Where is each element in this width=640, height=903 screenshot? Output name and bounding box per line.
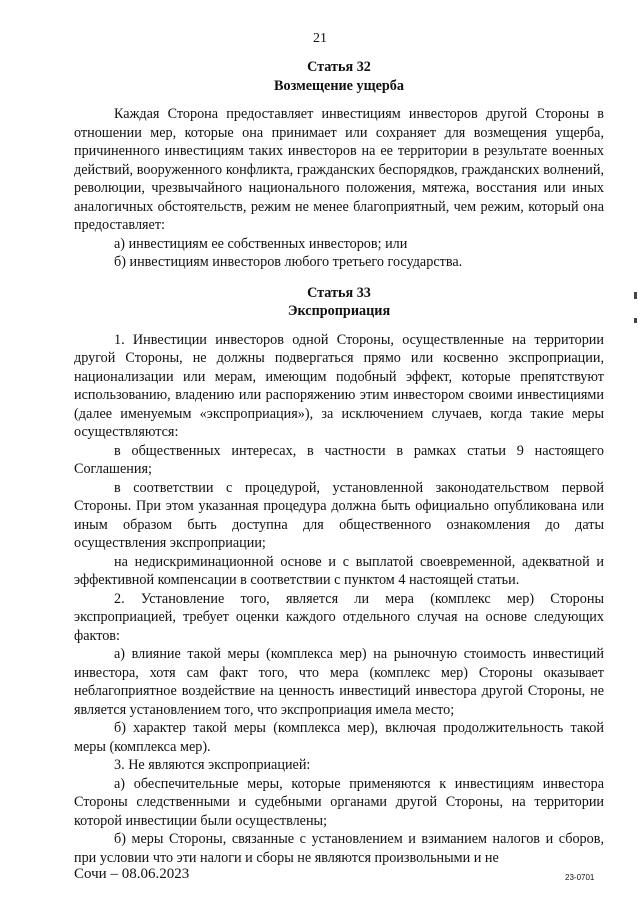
article-32-number: Статья 32	[307, 59, 371, 75]
article-32-paragraph: Каждая Сторона предоставляет инвестициям инвесторов другой Стороны в отношении мер, которые она принимает или сохраняет для возмещения ущерба, причиненного инвестициям таких инвесторов на ее территории в результате военных действий, вооруженного конфликта, гражданских беспорядков, гражданских волнений, революции, чрезвычайного национального положения, мятежа, восстания или иных аналогичных обстоятельств, режим не менее благоприятный, чем режим, который она предоставляет:	[74, 106, 604, 233]
scan-edge-mark	[634, 318, 637, 323]
document-body	[74, 58, 604, 867]
article-32-paragraph: б) инвестициям инвесторов любого третьего государства.	[114, 254, 463, 270]
article-33-paragraph: 2. Установление того, является ли мера (комплекс мер) Стороны экспроприацией, требует оценки каждого отдельного случая на основе следующих фактов:	[74, 590, 604, 644]
article-33-paragraph: а) влияние такой меры (комплекса мер) на рыночную стоимость инвестиций инвестора, хотя сам факт того, что мера (комплекс мер) Стороны оказывает неблагоприятное воздействие на ценность инвестиций инвестора другой Стороны, не является установлением того, что экспроприация имела место;	[74, 646, 604, 718]
page-number: 21	[313, 31, 327, 46]
scan-edge-mark	[634, 292, 637, 299]
article-33-paragraph: в общественных интересах, в частности в рамках статьи 9 настоящего Соглашения;	[74, 442, 604, 477]
article-32-title: Возмещение ущерба	[274, 77, 404, 94]
article-33-paragraph: в соответствии с процедурой, установленной законодательством первой Стороны. При этом указанная процедура должна быть официально опубликована или иным образом быть доступна для общественного ознакомления до даты осуществления экспроприации;	[74, 479, 604, 551]
footer-document-code: 23-0701	[565, 873, 595, 882]
footer-place-date: Сочи – 08.06.2023	[74, 866, 190, 882]
article-33-number: Статья 33	[307, 284, 371, 301]
article-33-paragraph: 1. Инвестиции инвесторов одной Стороны, осуществленные на территории другой Стороны, не должны подвергаться прямо или косвенно экспроприации, национализации или мерам, имеющим подобный эффект, которые препятствуют использованию, владению или распоряжению этим инвестором своими инвестициями (далее именуемым «экспроприация»), за исключением случаев, когда такие меры осуществляются:	[74, 331, 604, 440]
article-33-paragraph: на недискриминационной основе и с выплатой своевременной, адекватной и эффективной компенсации в соответствии с пунктом 4 настоящей статьи.	[74, 553, 604, 588]
article-32-paragraph: а) инвестициям ее собственных инвесторов; или	[114, 235, 408, 252]
article-33-paragraph: б) характер такой меры (комплекса мер), включая продолжительность такой меры (комплекса мер).	[74, 720, 604, 755]
article-33-title: Экспроприация	[287, 303, 391, 319]
article-33-paragraph: 3. Не являются экспроприацией:	[114, 757, 311, 773]
article-33-paragraph: а) обеспечительные меры, которые применяются к инвестициям инвестора Стороны следственными и судебными органами другой Стороны, на территории которой инвестиции были осуществлены;	[74, 775, 604, 829]
article-33-paragraph: б) меры Стороны, связанные с установлением и взиманием налогов и сборов, при условии что эти налоги и сборы не являются произвольными и не	[74, 831, 604, 866]
